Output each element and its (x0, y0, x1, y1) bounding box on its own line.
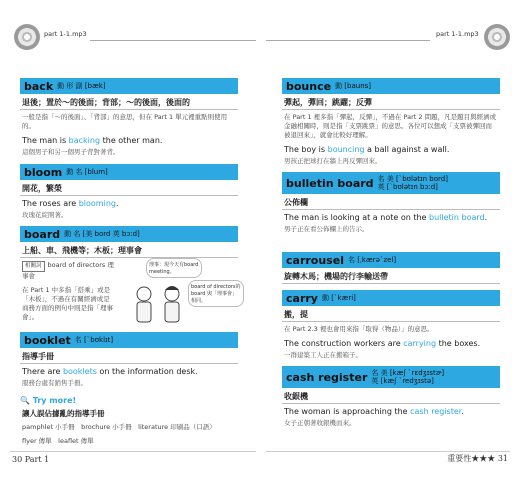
headword: bounce (286, 79, 332, 93)
definition: 上船、車、飛機等；木板；理事會 (20, 242, 238, 258)
headword: booklet (24, 333, 71, 347)
footer-rule (266, 451, 510, 452)
part-of-speech: 名 [ˋbʊklɪt] (74, 336, 114, 344)
definition: 開花，繁榮 (20, 180, 238, 196)
try-more-line: pamphlet 小手冊 brochure 小手冊 literature 印刷品（口語） (22, 423, 216, 431)
headword: back (24, 79, 54, 93)
entry-head (20, 78, 238, 94)
entry-head (282, 252, 500, 268)
headword: bloom (24, 165, 63, 179)
mp3-label[interactable]: part 1-1.mp3 (44, 30, 87, 38)
definition: 搬，提 (282, 306, 500, 322)
translation: 一群建築工人正在搬箱子。 (284, 351, 362, 359)
header-rule (266, 40, 430, 41)
entry-head (282, 78, 500, 94)
speech-bubble: board of directors的 board 與「理事會」相同。 (188, 280, 244, 307)
entry-booklet (20, 332, 238, 389)
right-page (262, 0, 520, 500)
entry-head (282, 290, 500, 306)
entry-head (282, 366, 500, 388)
left-header (0, 30, 260, 48)
example-sentence: The boy is bouncing a ball against a wall. (284, 145, 450, 154)
entry-head (282, 172, 500, 194)
usage-note: 在 Part 2.3 裡也會用來指「取得（物品）」的意思。 (284, 325, 434, 333)
part-of-speech: 動 [bauns] (335, 82, 372, 90)
entry-bulletin-board (282, 172, 500, 235)
part-of-speech: 動 形 副 [bæk] (57, 82, 106, 90)
headword: cash register (286, 370, 368, 384)
translation: 男子正在看公佈欄上的告示。 (284, 225, 369, 233)
definition: 彈起，彈回；跳躍；反彈 (282, 94, 500, 110)
headword: carry (286, 291, 318, 305)
try-more-subtitle: 讓人誤佔據亂的指導手冊 (22, 409, 105, 418)
entry-head (20, 164, 238, 180)
cd-icon[interactable] (14, 24, 40, 50)
entry-bloom (20, 164, 238, 221)
headword: carrousel (286, 253, 344, 267)
cd-icon[interactable] (484, 24, 510, 50)
try-more-title: 🔍 Try more! (20, 396, 77, 405)
headword: board (24, 227, 61, 241)
try-more-line: flyer 傳單 leaflet 傳單 (22, 437, 94, 445)
definition: 指導手冊 (20, 348, 238, 364)
entry-carry (282, 290, 500, 361)
right-header (262, 30, 520, 48)
entry-head (20, 332, 238, 348)
usage-note: 一般是指「～的後面」、「背部」的意思，但在 Part 1 單元裡重點則使用的。 (22, 113, 228, 130)
example-sentence: The construction workers are carrying the boxes. (284, 339, 481, 348)
entry-head (20, 226, 238, 242)
related-term: 相關詞 board of directors 理事會 (22, 261, 114, 280)
translation: 服務台處有銷售手冊。 (22, 379, 87, 387)
entry-back (20, 78, 238, 158)
part-of-speech: 名 [ˌkærəˋzel] (347, 256, 397, 264)
usage-note: 在 Part 1 中多指「搭乘」或是「木板」，不過在有關經濟或是商務方面的例句中則是指「理事會」。 (22, 286, 113, 321)
translation: 玫瑰花綻開著。 (22, 211, 68, 219)
definition: 收銀機 (282, 388, 500, 404)
mp3-label[interactable]: part 1-1.mp3 (436, 30, 479, 38)
entry-carrousel (282, 252, 500, 284)
definition: 公佈欄 (282, 194, 500, 210)
entry-cash-register (282, 366, 500, 429)
usage-note: 在 Part 1 裡多指「彈起，反彈」，不過在 Part 2 問題，凡是題目與經濟或金融相關時，則是指「支票跳票」的意思。各位可以想成「支票被彈回而被退回來」，就會比較好理解。 (284, 113, 497, 139)
speech-bubble: 理事：現今天有board meeting。 (146, 258, 202, 278)
entry-bounce (282, 78, 500, 167)
part-of-speech: 動 [ˋkæri] (321, 294, 356, 302)
people-illustration (128, 282, 188, 326)
definition: 退後；置於～的後面；背部；～的後面，後面的 (20, 94, 238, 110)
example-sentence: The woman is approaching the cash register. (284, 407, 464, 416)
translation: 女子正朝著收銀機而來。 (284, 419, 356, 427)
example-sentence: The roses are blooming. (22, 199, 119, 208)
part-of-speech: 名 美 [kæʃ ˋrɛdʒɪstɚ] 英 [kæʃ ˋredʒɪstə] (371, 369, 445, 385)
part-of-speech: 動 名 [美 bord 英 bɔːd] (64, 230, 140, 238)
example-sentence: The man is backing the other man. (22, 136, 163, 145)
translation: 男孩正把球打在牆上再反彈回來。 (284, 157, 382, 165)
definition: 旋轉木馬；機場的行李輸送帶 (282, 268, 500, 284)
page-number: 30 Part 1 (12, 455, 50, 464)
header-rule (90, 40, 256, 41)
part-of-speech: 名 美 [ˋbʊlətɪn bord] 英 [ˋbʊlətɪn bɔːd] (377, 175, 448, 191)
example-sentence: The man is looking at a note on the bulletin board. (284, 213, 488, 222)
try-more-box (20, 396, 238, 448)
footer-rule (10, 451, 256, 452)
example-sentence: There are booklets on the information desk. (22, 367, 198, 376)
page-number: 重要性★★★ 31 (447, 454, 508, 463)
headword: bulletin board (286, 176, 374, 190)
part-of-speech: 動 名 [blum] (66, 168, 108, 176)
translation: 這個男子和另一個男子背對著背。 (22, 148, 120, 156)
search-icon: 🔍 (20, 396, 30, 405)
